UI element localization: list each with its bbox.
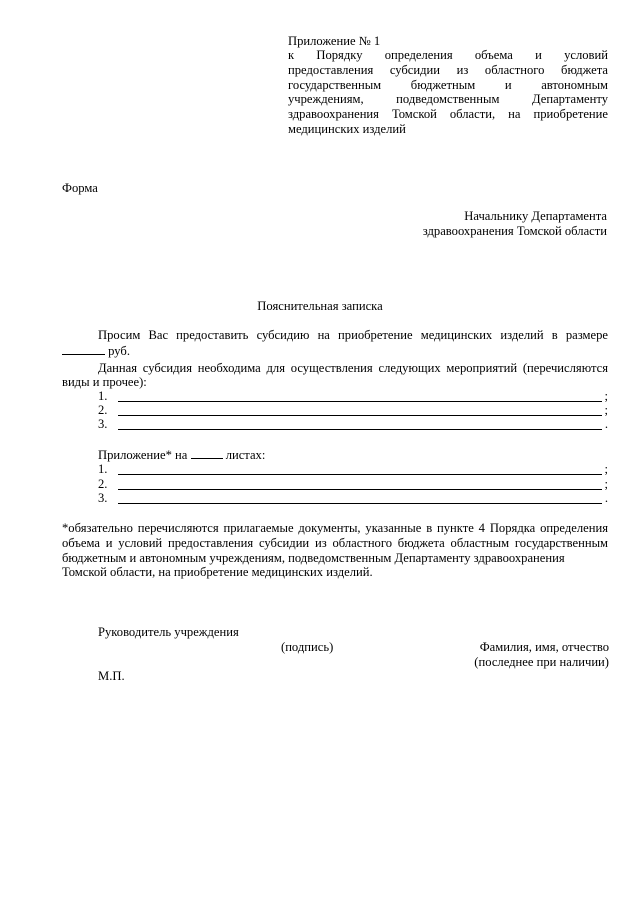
annex-line: к Порядку определения объема и условий [288, 48, 608, 62]
appendix-label-end: листах: [225, 448, 266, 462]
addressee [423, 209, 607, 239]
list-number: 3. [98, 417, 108, 431]
list-end: . [604, 491, 608, 505]
annex-line: предоставления субсидии из областного бюджета [288, 62, 608, 77]
list-item [98, 417, 608, 432]
signature-caption: (подпись) [281, 640, 334, 654]
list-item [98, 462, 608, 477]
list-end: ; [604, 462, 608, 476]
name-caption-line1: Фамилия, имя, отчество [479, 640, 609, 654]
annex-title: Приложение № 1 [288, 34, 381, 48]
annex-line: государственным бюджетным и автономным [288, 77, 608, 92]
annex-description [288, 48, 608, 137]
footnote-line: бюджетным и автономным учреждениям, подведомственным Департаменту здравоохранения [62, 550, 565, 565]
fill-line [118, 474, 602, 475]
appendix-label-start: Приложение* на [98, 448, 188, 462]
footnote [62, 521, 608, 580]
sheets-blank [191, 447, 223, 459]
addressee-line2: здравоохранения Томской области [422, 223, 607, 238]
name-caption [474, 640, 609, 670]
annex-line: медицинских изделий [288, 121, 406, 136]
document-title: Пояснительная записка [257, 299, 383, 313]
fill-line [118, 401, 602, 402]
paragraph-purpose-cont: виды и прочее): [62, 375, 147, 389]
paragraph-purpose: Данная субсидия необходима для осуществления следующих мероприятий (перечисляются [98, 361, 608, 375]
list-number: 2. [98, 477, 108, 491]
list-end: ; [604, 477, 608, 491]
list-item [98, 403, 608, 418]
fill-line [118, 429, 602, 430]
annex-line: здравоохранения Томской области, на приобретение [288, 107, 608, 122]
footnote-line: *обязательно перечисляются прилагаемые документы, указанные в пункте 4 Порядка определения [62, 521, 608, 535]
list-item [98, 491, 608, 506]
list-number: 1. [98, 462, 108, 476]
currency-label: руб. [108, 344, 130, 358]
amount-blank [62, 343, 105, 355]
list-end: . [604, 417, 608, 431]
paragraph-request-amount [62, 343, 130, 359]
stamp-label: М.П. [98, 669, 125, 683]
fill-line [118, 489, 602, 490]
name-caption-line2: (последнее при наличии) [474, 654, 609, 669]
fill-line [118, 415, 602, 416]
paragraph-request: Просим Вас предоставить субсидию на приобретение медицинских изделий в размере [98, 328, 608, 342]
list-number: 3. [98, 491, 108, 505]
list-number: 1. [98, 389, 108, 403]
list-end: ; [604, 403, 608, 417]
list-end: ; [604, 389, 608, 403]
list-number: 2. [98, 403, 108, 417]
list-item [98, 477, 608, 492]
fill-line [118, 503, 602, 504]
addressee-line1: Начальнику Департамента [464, 209, 607, 223]
list-item [98, 389, 608, 404]
footnote-line: объема и условий предоставления субсидии из областного бюджета областным государственным [62, 535, 608, 550]
form-label: Форма [62, 181, 98, 195]
appendix-label [98, 447, 265, 463]
annex-line: учреждениям, подведомственным Департаменту [288, 92, 608, 107]
footnote-line: Томской области, на приобретение медицинских изделий. [62, 565, 373, 580]
signature-head: Руководитель учреждения [98, 625, 239, 639]
